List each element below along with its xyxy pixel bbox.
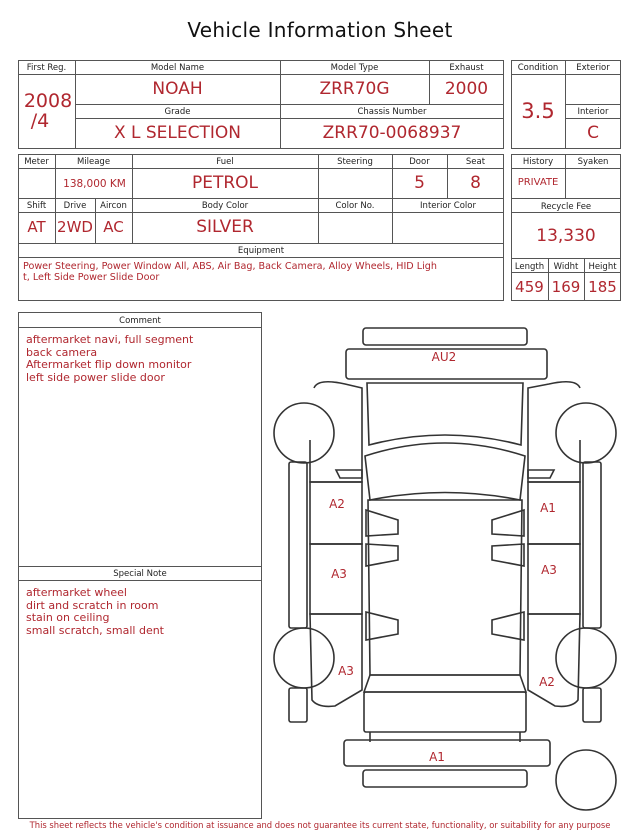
history-value: PRIVATE [517,177,559,188]
damage-mark-roof: AU2 [431,350,457,364]
model-name-value: NOAH [152,79,203,99]
height-label: Height [588,262,617,272]
right-front-fender [528,382,580,482]
model-type-value: ZRR70G [319,79,390,99]
steering-label: Steering [337,157,373,167]
body-color-label: Body Color [201,201,249,211]
special-note-line: dirt and scratch in room [26,598,159,612]
seat-value: 8 [470,173,481,193]
damage-mark-right-rear-door: A3 [541,563,557,577]
model-name-label: Model Name [150,63,205,73]
syaken-label: Syaken [577,157,609,167]
recycle-fee-label: Recycle Fee [540,202,592,212]
comment-line: left side power slide door [26,370,165,384]
right-rear-quarter [528,614,580,706]
left-mirror [336,470,362,478]
equipment-value: Power Steering, Power Window All, ABS, Air Bag, Back Camera, Alloy Wheels, HID Ligh t, Left Side Power Slide Door [23,261,437,283]
height-value: 185 [588,278,617,296]
comment-line: back camera [26,345,98,359]
shift-value: AT [27,218,46,236]
equipment-label: Equipment [237,246,285,256]
right-rear-door [528,544,580,614]
roof [368,500,522,675]
first-reg-year: 2008 [23,90,73,112]
exhaust-label: Exhaust [449,63,484,73]
damage-mark-right-rear-quarter: A2 [539,675,555,689]
seat-label: Seat [465,157,486,167]
special-note-text [26,587,164,637]
special-note-line: aftermarket wheel [26,586,127,599]
door-label: Door [409,157,430,167]
mileage-value: 138,000 KM [63,178,126,190]
left-front-door [310,482,362,544]
chassis-number-value: ZRR70-0068937 [322,123,462,143]
grade-value: X L SELECTION [113,123,242,143]
length-label: Length [514,262,545,272]
history-label: History [522,157,554,167]
mileage-label: Mileage [76,157,111,167]
rear-window [364,675,526,692]
width-label: Widht [553,262,579,272]
windshield [365,443,525,500]
width-value: 169 [551,278,581,296]
recycle-fee-value: 13,330 [536,226,596,246]
drive-value: 2WD [57,218,93,236]
comment-label: Comment [119,316,161,326]
shift-label: Shift [26,201,47,211]
damage-mark-rear-bumper: A1 [429,750,445,764]
page-title: Vehicle Information Sheet [187,18,453,42]
right-sill [583,462,601,628]
right-rear-wheel [556,628,616,688]
disclaimer-footer: This sheet reflects the vehicle's condition at issuance and does not guarantee its current state, functionality, or suitability for any purpose [29,820,611,830]
left-front-fender [310,382,362,482]
special-note-line: stain on ceiling [26,611,110,624]
meter-label: Meter [24,157,49,167]
length-value: 459 [515,278,544,296]
tailgate [364,692,526,732]
color-no-label: Color No. [335,201,375,211]
car-damage-diagram [268,322,626,818]
col-line [318,154,319,243]
rear-bumper-bottom [363,770,527,787]
model-type-label: Model Type [330,63,379,73]
spare-wheel [556,750,616,810]
grade-label: Grade [164,107,191,117]
interior-value: C [587,123,599,143]
damage-mark-left-front-door: A2 [329,497,345,511]
aircon-label: Aircon [100,201,127,211]
comment-line: aftermarket navi, full segment [26,333,194,346]
fuel-value: PETROL [191,173,259,193]
right-front-wheel [556,403,616,463]
comment-text [26,334,193,384]
condition-value: 3.5 [521,99,555,123]
interior-label: Interior [577,107,609,117]
left-front-wheel [274,403,334,463]
left-sill [289,462,307,628]
right-mirror [528,470,554,478]
front-bumper-top [363,328,527,345]
left-rear-quarter [310,614,362,706]
body-color-value: SILVER [196,217,254,237]
special-note-label: Special Note [113,569,167,579]
drive-label: Drive [63,201,87,211]
col-line [392,154,393,243]
damage-mark-left-rear-quarter: A3 [338,664,354,678]
special-note-line: small scratch, small dent [26,623,164,637]
comment-line: Aftermarket flip down monitor [26,358,192,371]
first-reg-label: First Reg. [26,63,67,73]
hood [367,383,523,445]
left-rear-sill [289,688,307,722]
door-value: 5 [414,173,425,193]
aircon-value: AC [103,218,124,236]
condition-label: Condition [517,63,559,73]
exterior-label: Exterior [576,63,610,73]
first-reg-month: /4 [30,110,50,132]
exhaust-value: 2000 [444,79,489,99]
right-rear-sill [583,688,601,722]
interior-color-label: Interior Color [420,201,476,211]
fuel-label: Fuel [216,157,234,167]
chassis-number-label: Chassis Number [357,107,427,117]
damage-mark-right-front-door: A1 [540,501,556,515]
left-rear-wheel [274,628,334,688]
rear-bumper [344,740,550,766]
damage-mark-left-rear-door: A3 [331,567,347,581]
